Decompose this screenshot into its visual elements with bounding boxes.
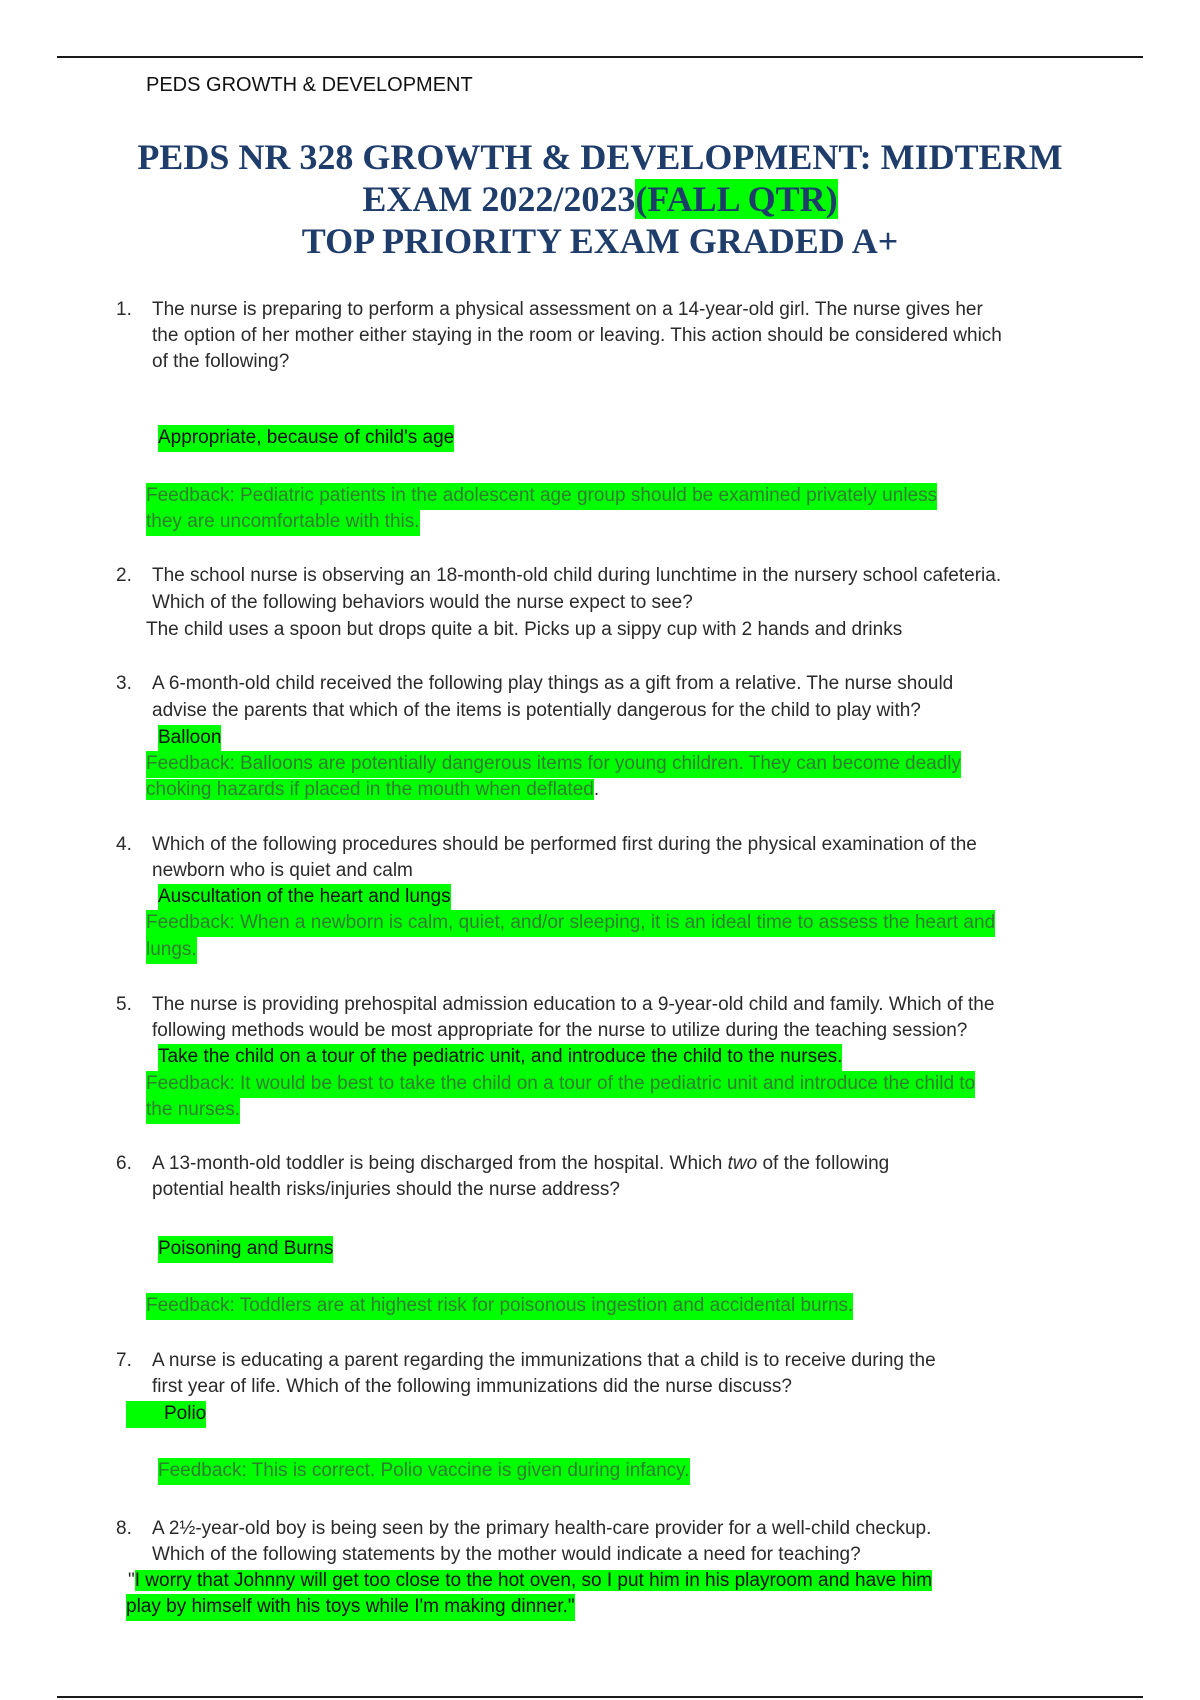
question-number: 5. (116, 994, 132, 1015)
question-number: 8. (116, 1518, 132, 1539)
feedback-line: Feedback: When a newborn is calm, quiet, and/or sleeping, it is an ideal time to assess the heart and (146, 910, 995, 937)
answer-highlight: play by himself with his toys while I'm making dinner." (126, 1594, 575, 1621)
feedback-line: Feedback: This is correct. Polio vaccine is given during infancy. (158, 1458, 690, 1485)
answer-line (128, 1568, 932, 1595)
question-number: 2. (116, 565, 132, 586)
answer-highlight: I worry that Johnny will get too close to the hot oven, so I put him in his playroom and have him (134, 1570, 933, 1591)
question-emphasis: two (727, 1153, 758, 1174)
question-text-line: of the following? (152, 351, 290, 372)
title-line-1: PEDS NR 328 GROWTH & DEVELOPMENT: MIDTERM (137, 137, 1063, 177)
running-header: PEDS GROWTH & DEVELOPMENT (146, 74, 473, 96)
feedback-line: lungs. (146, 937, 197, 964)
answer-highlight: Auscultation of the heart and lungs (158, 884, 451, 911)
question-text-line: The school nurse is observing an 18-month-old child during lunchtime in the nursery school cafeteria. (152, 565, 1002, 586)
answer-quote-mark: " (128, 1570, 135, 1591)
top-rule (57, 56, 1143, 58)
feedback-line-text: choking hazards if placed in the mouth when deflated (146, 779, 594, 800)
question-text-line (152, 1151, 889, 1178)
question-text-line: following methods would be most appropriate for the nurse to utilize during the teaching session? (152, 1020, 968, 1041)
question-text-line: Which of the following statements by the mother would indicate a need for teaching? (152, 1544, 861, 1565)
question-text: of the following (757, 1153, 890, 1174)
question-text-line: Which of the following procedures should be performed first during the physical examination of the (152, 834, 977, 855)
question-text-line: A 6-month-old child received the following play things as a gift from a relative. The nurse should (152, 673, 954, 694)
question-text-line: A nurse is educating a parent regarding the immunizations that a child is to receive during the (152, 1350, 936, 1371)
feedback-line: Feedback: Toddlers are at highest risk for poisonous ingestion and accidental burns. (146, 1293, 853, 1320)
question-text-line: the option of her mother either staying in the room or leaving. This action should be considered which (152, 325, 1002, 346)
title-line-3: TOP PRIORITY EXAM GRADED A+ (301, 221, 899, 261)
question-text-line: first year of life. Which of the following immunizations did the nurse discuss? (152, 1376, 792, 1397)
answer-highlight: Take the child on a tour of the pediatric unit, and introduce the child to the nurses. (158, 1044, 842, 1071)
feedback-line: the nurses. (146, 1097, 240, 1124)
title-highlight: (FALL QTR) (635, 179, 838, 219)
title-line-2 (60, 178, 1140, 220)
question-text-line: Which of the following behaviors would the nurse expect to see? (152, 592, 693, 613)
document-title (60, 136, 1140, 262)
question-text-line: The nurse is providing prehospital admission education to a 9-year-old child and family. Which of the (152, 994, 995, 1015)
question-text-line: The nurse is preparing to perform a physical assessment on a 14-year-old girl. The nurse gives her (152, 299, 983, 320)
feedback-line: Feedback: Balloons are potentially dangerous items for young children. They can become deadly (146, 751, 961, 778)
answer-text: The child uses a spoon but drops quite a bit. Picks up a sippy cup with 2 hands and drinks (146, 619, 903, 640)
answer-highlight: Poisoning and Burns (158, 1236, 333, 1263)
answer-highlight: Appropriate, because of child's age (158, 425, 454, 452)
question-number: 4. (116, 834, 132, 855)
feedback-period: . (593, 779, 600, 800)
feedback-line: they are uncomfortable with this. (146, 509, 420, 536)
question-number: 6. (116, 1153, 132, 1174)
question-number: 3. (116, 673, 132, 694)
feedback-line: Feedback: Pediatric patients in the adolescent age group should be examined privately unless (146, 483, 937, 510)
question-text-line: A 2½-year-old boy is being seen by the primary health-care provider for a well-child checkup. (152, 1518, 932, 1539)
question-number: 7. (116, 1350, 132, 1371)
feedback-line (146, 777, 599, 804)
question-text-line: potential health risks/injuries should the nurse address? (152, 1179, 620, 1200)
question-text-line: advise the parents that which of the items is potentially dangerous for the child to play with? (152, 700, 921, 721)
bottom-rule (57, 1696, 1143, 1698)
answer-highlight: Polio (126, 1401, 206, 1428)
question-text: A 13-month-old toddler is being discharged from the hospital. Which (152, 1153, 728, 1174)
feedback-line: Feedback: It would be best to take the child on a tour of the pediatric unit and introduce the child to (146, 1071, 975, 1098)
title-line-2-main: EXAM 2022/2023 (362, 179, 636, 219)
answer-highlight: Balloon (158, 725, 221, 752)
question-number: 1. (116, 299, 132, 320)
question-text-line: newborn who is quiet and calm (152, 860, 413, 881)
